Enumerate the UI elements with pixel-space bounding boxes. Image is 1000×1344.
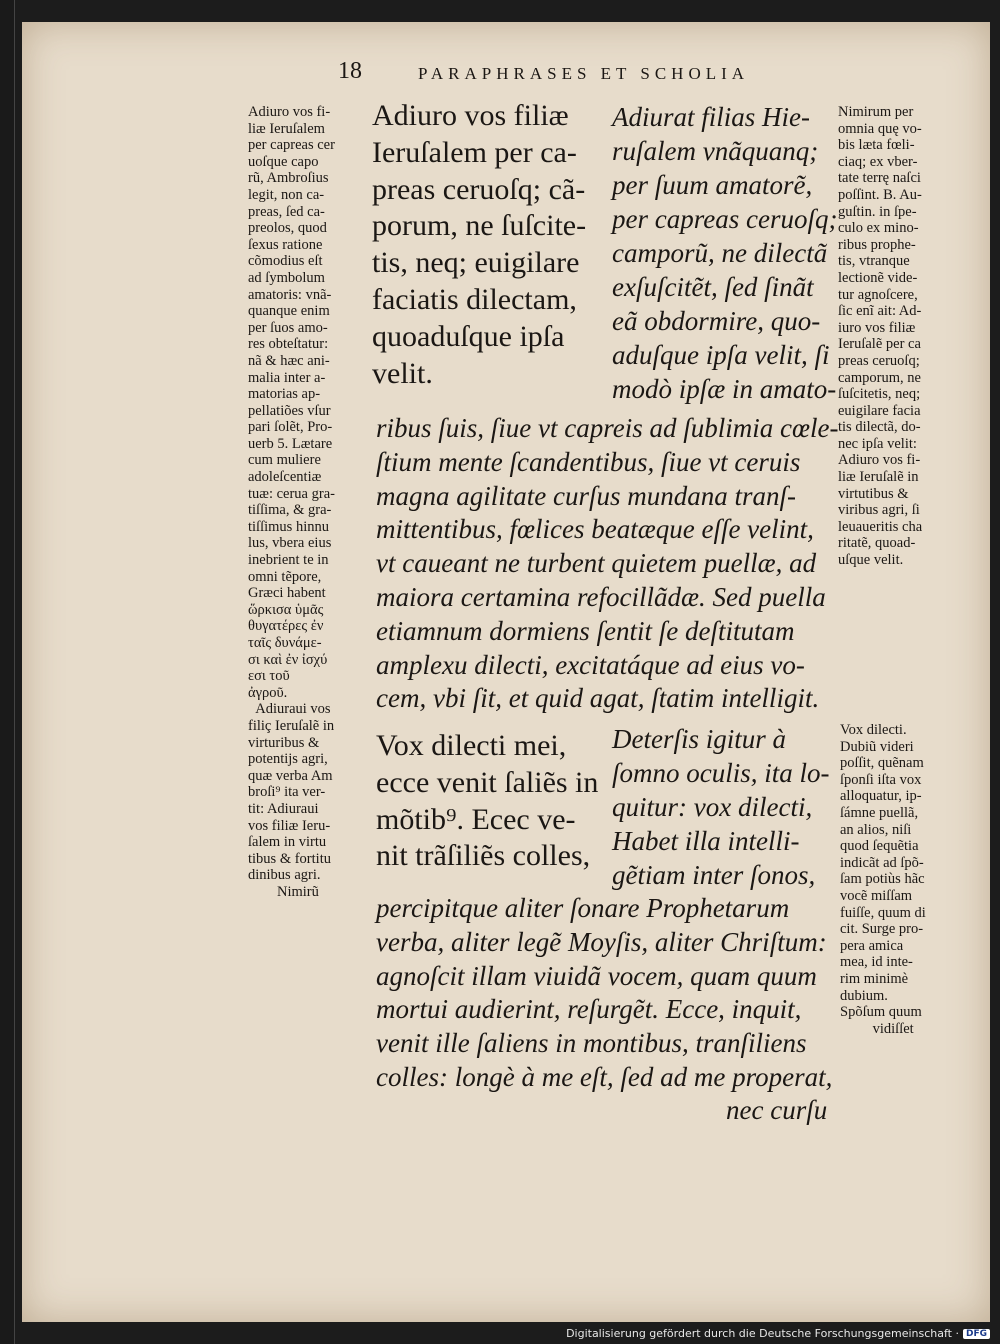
paraphrase-1-column: Adiurat filias Hie- ruſalem vnãquanq; per ſuum amatorẽ, per capreas ceruoſq; camporũ, ne dilectã exſuſcitẽt, ſed ſinãt eã obdormire, quo- aduſque ipſa velit, ſi modò ipſæ in amato-	[612, 102, 838, 404]
paraphrase-2-full-width: percipitque aliter ſonare Prophetarum verba, aliter legẽ Moyſis, aliter Chriſtum: agnoſcit illam viuidã vocem, quam quum mortui audierint, reſurgẽt. Ecce, inquit, venit ille ſaliens in montibus, tranſiliens colles: longè à me eſt, ſed ad me properat,	[376, 893, 833, 1092]
scan-edge-strip	[0, 0, 15, 1344]
right-margin-note-1: Nimirum per omnia quę vo- bis læta fœli- ciaq; ex vber- tate terrę naſci poſſint. B. Au- guſtin. in ſpe- culo ex mino- ribus prophe- tis, vtranque lectionẽ vide- tur agnoſcere, ſic enĩ ait: Ad- iuro vos filiæ Ieruſalẽ per ca preas ceruoſq; camporum, ne ſuſcitetis, neq; euigilare facia tis dilectã, do- nec ipſa velit: Adiuro vos fi- liæ Ieruſalẽ in virtutibus & viribus agri, ſi leuaueritis cha ritatẽ, quoad- uſque velit.	[838, 104, 923, 569]
left-margin-note: Adiuro vos fi- liæ Ieruſalem per capreas cer uoſque capo rũ, Ambroſius legit, non ca- preas, ſed ca- preolos, quod ſexus ratione cõmodius eſt ad ſymbolum amatoris: vnã- quanque enim per ſuos amo- res obteſtatur: nã & hæc ani- malia inter a- matorias ap- pellatiões vſur pari ſolẽt, Pro- uerb 5. Lætare cum muliere adoleſcentiæ tuæ: cerua gra- tiſſima, & gra- tiſſimus hinnu lus, vbera eius inebrient te in omni tẽpore, Græci habent ὥρκισα ὑμᾶς θυγατέρες ἐν ταῖς δυνάμε- σι καὶ ἐν ἰσχύ εσι τοῦ ἀγροῦ. Adiuraui vos filiç Ieruſalẽ in virturibus & potentijs agri, quæ verba Am broſi⁹ ita ver- tit: Adiuraui vos filiæ Ieru- ſalem in virtu tibus & fortitu dinibus agri. Nimirũ	[248, 104, 335, 900]
right-margin-note-2: Vox dilecti. Dubiũ videri poſſit, quẽnam ſponſi iſta vox alloquatur, ip- ſámne puellã, an alios, niſi quod ſequẽtia indicãt ad ſpõ- ſam potiùs hãc vocẽ miſſam fuiſſe, quum di cit. Surge pro- pera amica mea, id inte- rim minimè dubium. Spõſum quum vidiſſet	[840, 722, 926, 1037]
verse-2-text: Vox dilecti mei, ecce venit ſaliẽs in mõtib⁹. Ecec ve- nit trãſiliẽs colles,	[376, 729, 599, 873]
paraphrase-2-column: Deterſis igitur à ſomno oculis, ita lo- quitur: vox dilecti, Habet illa intelli- gẽtiam inter ſonos,	[612, 724, 830, 890]
verse-1-text: Adiuro vos filiæ Ieruſalem per ca- preas ceruoſq; cã- porum, ne ſuſcite- tis, neq; euigilare faciatis dilectam, quoaduſque ipſa velit.	[372, 99, 587, 390]
page-number: 18	[338, 58, 362, 84]
digitization-credit	[566, 1327, 990, 1340]
paraphrase-1-full-width: ribus ſuis, ſiue vt capreis ad ſublimia cœle- ſtium mente ſcandentibus, ſiue vt ceruis magna agilitate curſus mundana tranſ- mittentibus, fœlices beatæque eſſe velint, vt caueant ne turbent quietem puellæ, ad maiora certamina refocillãdæ. Sed puella etiamnum dormiens ſentit ſe deſtitutam amplexu dilecti, excitatáque ad eius vo- cem, vbi ſit, et quid agat, ſtatim intelligit.	[376, 413, 839, 714]
credit-text: Digitalisierung gefördert durch die Deutsche Forschungsgemeinschaft ·	[566, 1327, 959, 1340]
catchword: nec curſu	[726, 1095, 828, 1125]
running-title: PARAPHRASES ET SCHOLIA	[418, 64, 750, 83]
dfg-logo-icon: DFG	[963, 1329, 990, 1339]
